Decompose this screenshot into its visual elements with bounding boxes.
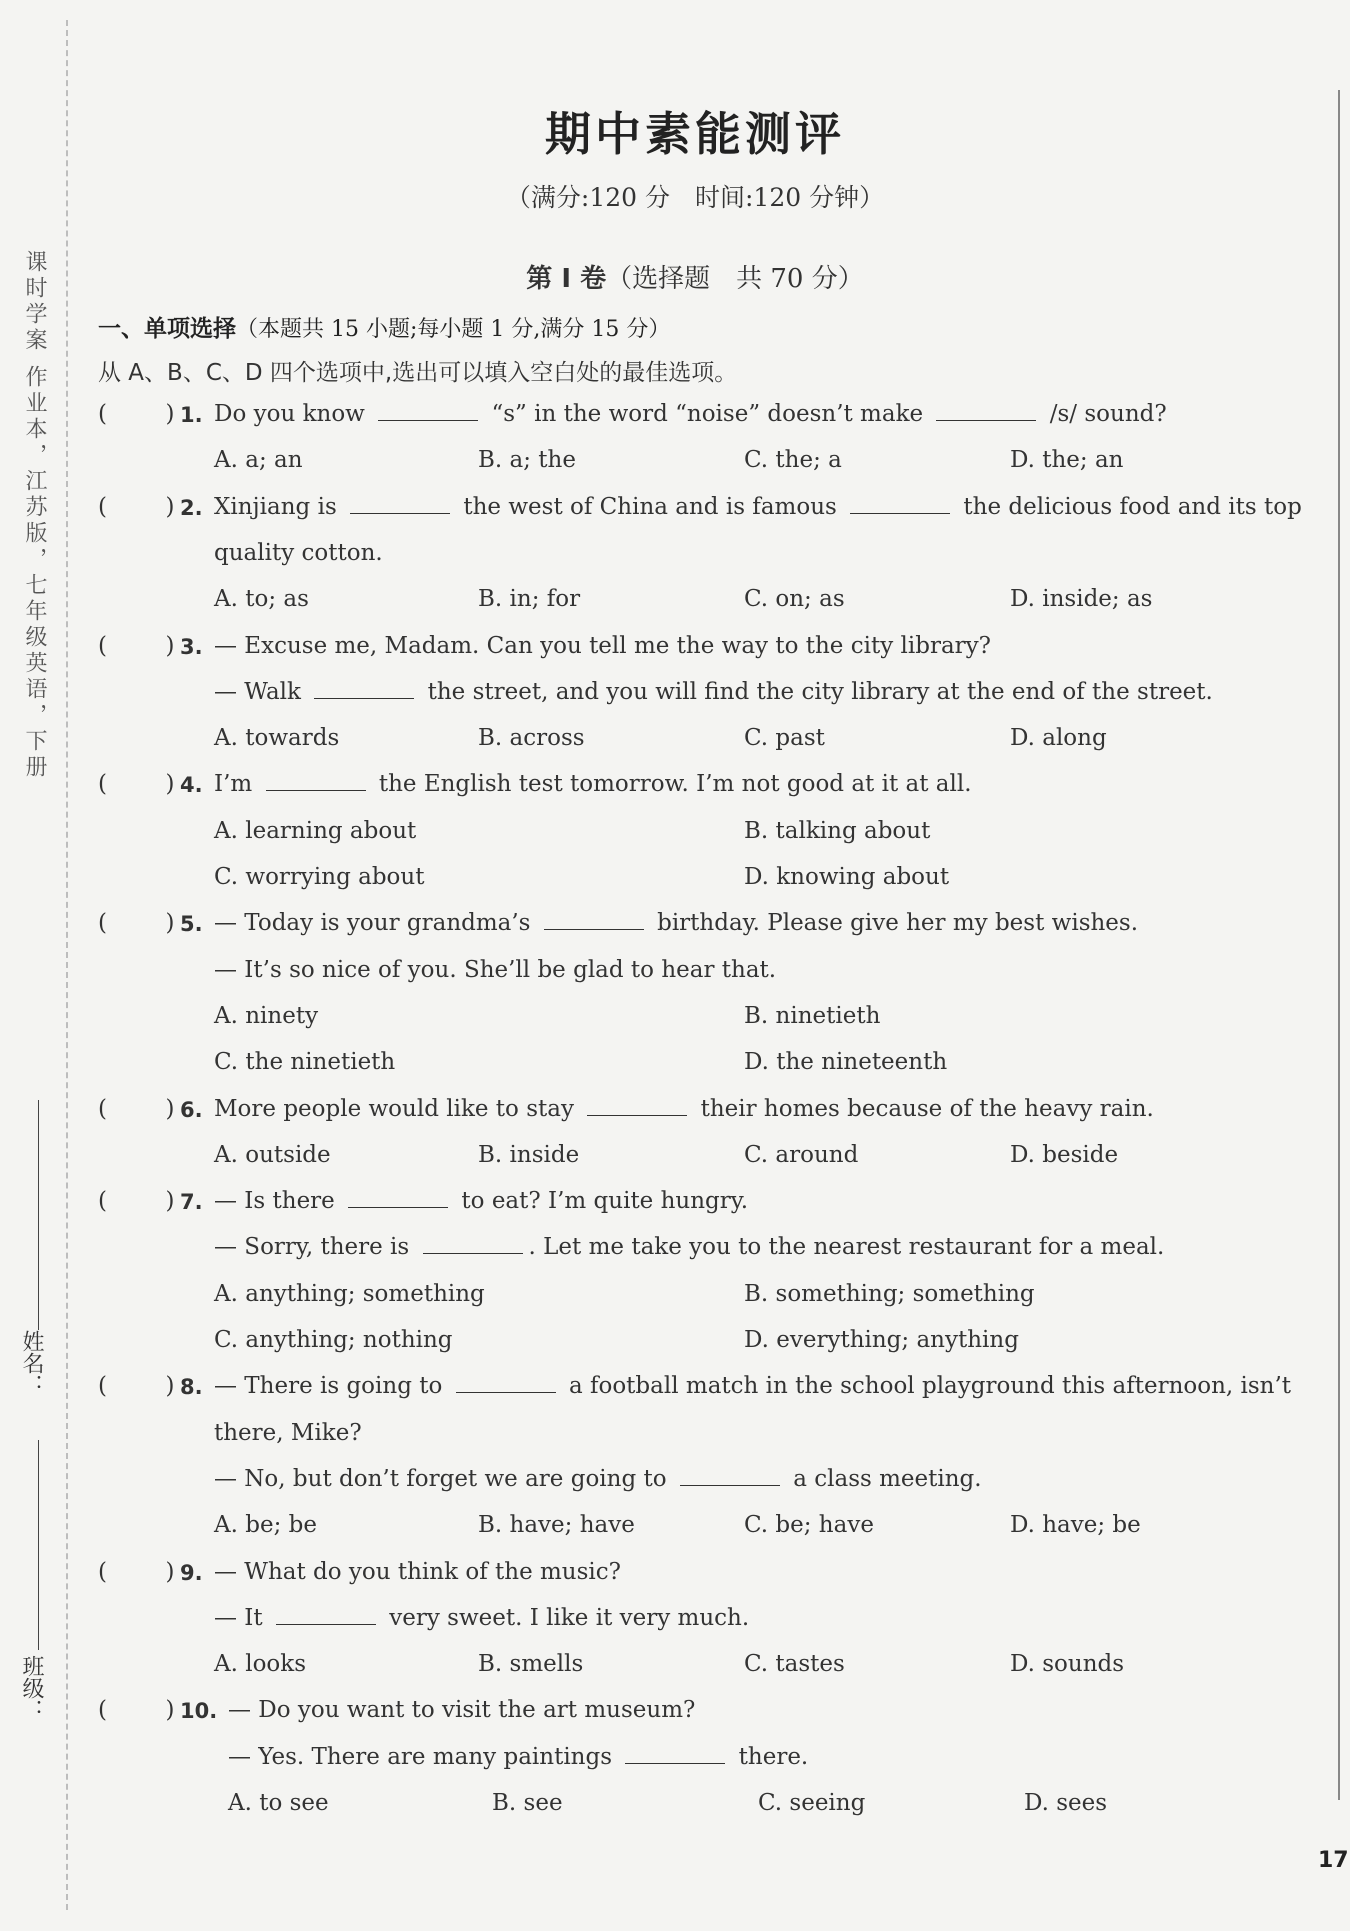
- option-b[interactable]: B. smells: [478, 1651, 584, 1678]
- question-line: [214, 679, 1213, 705]
- question-text: — There is going to: [214, 1373, 450, 1400]
- question-line: [214, 957, 776, 983]
- question-text: Xinjiang is: [214, 493, 345, 520]
- question-line: [214, 1420, 362, 1446]
- question-number: 1.: [180, 403, 203, 427]
- fill-blank[interactable]: [625, 1745, 725, 1764]
- answer-bracket[interactable]: ( ): [98, 632, 175, 659]
- option-d[interactable]: D. the; an: [1010, 447, 1124, 474]
- question-text: . Let me take you to the nearest restaurant for a meal.: [528, 1234, 1165, 1261]
- question-line: [214, 633, 991, 659]
- question-line: [214, 1605, 749, 1631]
- option-d[interactable]: D. have; be: [1010, 1512, 1141, 1539]
- margin-book-title: 课时学案 作业本，江苏版，七年级英语，下册: [22, 250, 47, 781]
- option-b[interactable]: B. have; have: [478, 1512, 635, 1539]
- option-d[interactable]: D. inside; as: [1010, 586, 1153, 613]
- answer-bracket[interactable]: ( ): [98, 771, 175, 798]
- question-number: 10.: [180, 1699, 218, 1724]
- section-label: 一、单项选择: [98, 316, 236, 342]
- question-text: — What do you think of the music?: [214, 1558, 621, 1585]
- fill-blank[interactable]: [936, 402, 1036, 421]
- option-c[interactable]: C. the ninetieth: [214, 1049, 396, 1076]
- option-b[interactable]: B. talking about: [744, 817, 931, 844]
- page-title: 期中素能测评: [545, 107, 845, 161]
- option-d[interactable]: D. sounds: [1010, 1651, 1125, 1678]
- option-a[interactable]: A. learning about: [214, 817, 417, 844]
- option-c[interactable]: C. anything; nothing: [214, 1327, 453, 1353]
- option-b[interactable]: B. in; for: [478, 586, 581, 613]
- option-b[interactable]: B. ninetieth: [744, 1002, 881, 1029]
- question-text: to eat? I’m quite hungry.: [454, 1188, 749, 1215]
- question-line: [214, 401, 1167, 427]
- question-text: — Excuse me, Madam. Can you tell me the way to the city library?: [214, 632, 991, 659]
- option-a[interactable]: A. be; be: [214, 1512, 317, 1539]
- question-text: Do you know: [214, 401, 373, 427]
- question-text: /s/ sound?: [1042, 401, 1167, 427]
- option-a[interactable]: A. towards: [214, 725, 340, 752]
- option-b[interactable]: B. inside: [478, 1141, 580, 1168]
- question-text: a class meeting.: [785, 1465, 982, 1492]
- option-c[interactable]: C. tastes: [744, 1651, 845, 1678]
- question-line: [214, 1373, 1291, 1399]
- option-a[interactable]: A. a; an: [214, 447, 303, 474]
- question-line: [214, 1188, 748, 1214]
- option-c[interactable]: C. the; a: [744, 447, 842, 474]
- question-text: I’m: [214, 771, 260, 798]
- option-d[interactable]: D. the nineteenth: [744, 1049, 948, 1076]
- option-a[interactable]: A. to see: [228, 1790, 329, 1816]
- volume-detail: （选择题 共 70 分）: [606, 264, 864, 294]
- name-label: 姓名：: [19, 1330, 44, 1396]
- question-text: birthday. Please give her my best wishes.: [649, 910, 1139, 937]
- option-c[interactable]: C. around: [744, 1141, 859, 1168]
- volume-label: 第 I 卷: [526, 264, 607, 294]
- option-c[interactable]: C. seeing: [758, 1790, 866, 1816]
- question-text: — Do you want to visit the art museum?: [228, 1697, 696, 1724]
- fill-blank[interactable]: [456, 1374, 556, 1393]
- answer-bracket[interactable]: ( ): [98, 493, 175, 520]
- question-text: there, Mike?: [214, 1419, 362, 1446]
- question-line: [228, 1697, 695, 1723]
- fill-blank[interactable]: [587, 1097, 687, 1116]
- question-line: [214, 1234, 1164, 1260]
- option-c[interactable]: C. on; as: [744, 586, 845, 613]
- option-b[interactable]: B. across: [478, 725, 585, 752]
- question-text: very sweet. I like it very much.: [381, 1604, 750, 1631]
- answer-bracket[interactable]: ( ): [98, 1095, 175, 1122]
- question-line: [214, 1096, 1154, 1122]
- question-line: [228, 1744, 808, 1770]
- question-text: — Is there: [214, 1188, 343, 1215]
- answer-bracket[interactable]: ( ): [98, 401, 175, 427]
- fill-blank[interactable]: [544, 911, 644, 930]
- right-border-line: [1338, 90, 1340, 1800]
- fill-blank[interactable]: [378, 402, 478, 421]
- answer-bracket[interactable]: ( ): [98, 910, 175, 937]
- option-d[interactable]: D. beside: [1010, 1141, 1119, 1168]
- volume-heading: [0, 258, 1350, 295]
- fill-blank[interactable]: [850, 495, 950, 514]
- question-number: 2.: [180, 495, 203, 520]
- answer-bracket[interactable]: ( ): [98, 1373, 175, 1400]
- fill-blank[interactable]: [314, 680, 414, 699]
- question-number: 3.: [180, 634, 203, 659]
- question-text: — It: [214, 1604, 270, 1631]
- option-b[interactable]: B. see: [492, 1790, 563, 1816]
- option-d[interactable]: D. everything; anything: [744, 1327, 1019, 1353]
- option-d[interactable]: D. knowing about: [744, 864, 950, 890]
- fill-blank[interactable]: [680, 1467, 780, 1486]
- answer-bracket[interactable]: ( ): [98, 1188, 175, 1215]
- question-number: 6.: [180, 1097, 203, 1122]
- question-text: there.: [731, 1743, 809, 1770]
- binding-dashed-line: [66, 20, 68, 1910]
- question-number: 5.: [180, 912, 203, 937]
- fill-blank[interactable]: [350, 495, 450, 514]
- question-text: the street, and you will find the city library at the end of the street.: [420, 678, 1213, 705]
- fill-blank[interactable]: [266, 772, 366, 791]
- option-c[interactable]: C. worrying about: [214, 864, 425, 890]
- option-d[interactable]: D. along: [1010, 725, 1107, 752]
- question-text: — Walk: [214, 678, 309, 705]
- question-text: “s” in the word “noise” doesn’t make: [484, 401, 931, 427]
- question-line: [214, 771, 972, 797]
- question-text: — No, but don’t forget we are going to: [214, 1465, 674, 1492]
- question-text: the west of China and is famous: [456, 493, 845, 520]
- answer-bracket[interactable]: ( ): [98, 1558, 175, 1585]
- question-text: the delicious food and its top: [956, 493, 1302, 520]
- option-b[interactable]: B. something; something: [744, 1280, 1035, 1307]
- fill-blank[interactable]: [348, 1189, 448, 1208]
- option-a[interactable]: A. looks: [214, 1651, 307, 1678]
- question-text: quality cotton.: [214, 539, 383, 566]
- option-a[interactable]: A. anything; something: [214, 1280, 485, 1307]
- question-text: — It’s so nice of you. She’ll be glad to hear that.: [214, 956, 777, 983]
- section-heading: [98, 310, 670, 343]
- section-detail: （本题共 15 小题;每小题 1 分,满分 15 分）: [236, 317, 671, 342]
- question-number: 8.: [180, 1375, 203, 1400]
- option-d[interactable]: D. sees: [1024, 1790, 1108, 1816]
- question-text: — Sorry, there is: [214, 1234, 417, 1261]
- answer-bracket[interactable]: ( ): [98, 1697, 175, 1724]
- question-number: 9.: [180, 1560, 203, 1585]
- question-line: [214, 494, 1302, 520]
- question-text: — Yes. There are many paintings: [228, 1743, 620, 1770]
- question-line: [214, 540, 383, 566]
- option-c[interactable]: C. past: [744, 725, 825, 752]
- question-line: [214, 1559, 621, 1585]
- instruction-text: 从 A、B、C、D 四个选项中,选出可以填入空白处的最佳选项。: [98, 360, 738, 386]
- question-text: their homes because of the heavy rain.: [693, 1095, 1154, 1122]
- page-subtitle: （满分:120 分 时间:120 分钟）: [505, 183, 885, 212]
- option-b[interactable]: B. a; the: [478, 447, 576, 474]
- question-number: 7.: [180, 1190, 203, 1215]
- class-label: 班级：: [19, 1655, 44, 1721]
- option-a[interactable]: A. ninety: [214, 1002, 319, 1029]
- option-c[interactable]: C. be; have: [744, 1512, 874, 1539]
- question-number: 4.: [180, 773, 203, 798]
- question-text: More people would like to stay: [214, 1095, 582, 1122]
- question-line: [214, 910, 1138, 936]
- option-a[interactable]: A. outside: [214, 1141, 331, 1168]
- class-line: [38, 1440, 39, 1650]
- question-text: the English test tomorrow. I’m not good at it at all.: [371, 771, 972, 798]
- option-a[interactable]: A. to; as: [214, 586, 309, 613]
- fill-blank[interactable]: [423, 1235, 523, 1254]
- fill-blank[interactable]: [276, 1606, 376, 1625]
- question-line: [214, 1466, 982, 1492]
- page-number: 17: [1318, 1848, 1349, 1873]
- name-line: [38, 1100, 39, 1330]
- question-text: — Today is your grandma’s: [214, 910, 538, 937]
- question-text: a football match in the school playground this afternoon, isn’t: [561, 1373, 1292, 1400]
